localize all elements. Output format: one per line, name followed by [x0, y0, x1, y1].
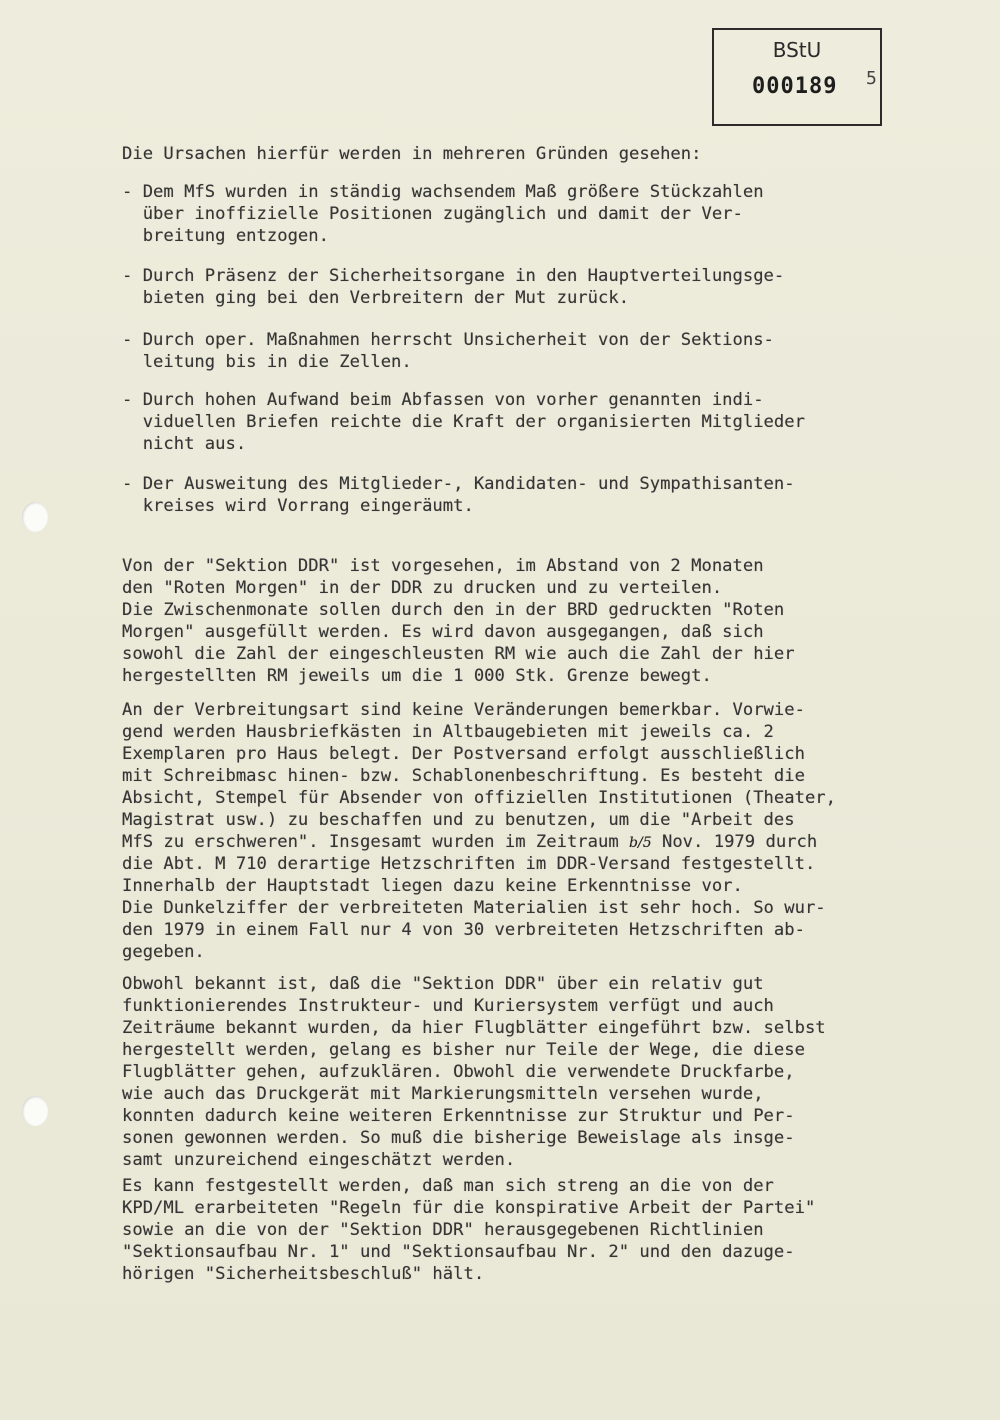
- paragraph-line: Es kann festgestellt werden, daß man sich streng an die von der: [122, 1176, 774, 1196]
- paragraph-line: gegeben.: [122, 942, 205, 962]
- paragraph-line: Innerhalb der Hauptstadt liegen dazu keine Erkenntnisse vor.: [122, 876, 743, 896]
- paragraph-line: hergestellten RM jeweils um die 1 000 Stk. Grenze bewegt.: [122, 666, 712, 686]
- paragraph-line: Die Zwischenmonate sollen durch den in der BRD gedruckten "Roten: [122, 600, 785, 620]
- paragraph-line: sonen gewonnen werden. So muß die bisherige Beweislage als insge-: [122, 1128, 795, 1148]
- paragraph-line: Magistrat usw.) zu beschaffen und zu benutzen, um die "Arbeit des: [122, 810, 795, 830]
- paragraph-line: Morgen" ausgefüllt werden. Es wird davon ausgegangen, daß sich: [122, 622, 764, 642]
- paragraph-line: Obwohl bekannt ist, daß die "Sektion DDR" über ein relativ gut: [122, 974, 764, 994]
- line-text-end: Nov. 1979 durch: [651, 832, 818, 852]
- paragraph-line: Die Dunkelziffer der verbreiteten Materialien ist sehr hoch. So wur-: [122, 898, 826, 918]
- bullet-line: nicht aus.: [122, 434, 247, 454]
- bullet-line: - Durch Präsenz der Sicherheitsorgane in den Hauptverteilungsge-: [122, 266, 785, 286]
- paragraph-line: An der Verbreitungsart sind keine Veränderungen bemerkbar. Vorwie-: [122, 700, 805, 720]
- page-number: 5: [866, 68, 877, 89]
- paragraph-line: samt unzureichend eingeschätzt werden.: [122, 1150, 516, 1170]
- paragraph-line: Flugblätter gehen, aufzuklären. Obwohl die verwendete Druckfarbe,: [122, 1062, 795, 1082]
- bullet-line: kreises wird Vorrang eingeräumt.: [122, 496, 474, 516]
- punch-hole-lower: [22, 1096, 48, 1126]
- paragraph-line: hergestellt werden, gelang es bisher nur Teile der Wege, die diese: [122, 1040, 805, 1060]
- handwritten-annotation: b/5: [629, 835, 652, 851]
- paragraph-line: die Abt. M 710 derartige Hetzschriften im DDR-Versand festgestellt.: [122, 854, 816, 874]
- bullet-line: - Der Ausweitung des Mitglieder-, Kandidaten- und Sympathisanten-: [122, 474, 795, 494]
- paragraph-line: den 1979 in einem Fall nur 4 von 30 verbreiteten Hetzschriften ab-: [122, 920, 805, 940]
- paragraph-line: konnten dadurch keine weiteren Erkenntnisse zur Struktur und Per-: [122, 1106, 795, 1126]
- paragraph-line: KPD/ML erarbeiteten "Regeln für die konspirative Arbeit der Partei": [122, 1198, 816, 1218]
- bullet-line: - Dem MfS wurden in ständig wachsendem Maß größere Stückzahlen: [122, 182, 764, 202]
- paragraph-line: den "Roten Morgen" in der DDR zu drucken und zu verteilen.: [122, 578, 723, 598]
- bullet-line: viduellen Briefen reichte die Kraft der organisierten Mitglieder: [122, 412, 805, 432]
- line-text-start: MfS zu erschweren". Insgesamt wurden im Zeitraum: [122, 832, 630, 852]
- bullet-line: leitung bis in die Zellen.: [122, 352, 412, 372]
- paragraph-line: Von der "Sektion DDR" ist vorgesehen, im Abstand von 2 Monaten: [122, 556, 764, 576]
- bullet-line: - Durch hohen Aufwand beim Abfassen von vorher genannten indi-: [122, 390, 764, 410]
- paragraph-line-with-annotation: [122, 832, 817, 853]
- stamp-label: BStU: [772, 38, 822, 62]
- intro-line: Die Ursachen hierfür werden in mehreren Gründen gesehen:: [122, 144, 702, 164]
- paragraph-line: "Sektionsaufbau Nr. 1" und "Sektionsaufbau Nr. 2" und den dazuge-: [122, 1242, 795, 1262]
- paragraph-line: gend werden Hausbriefkästen in Altbaugebieten mit jeweils ca. 2: [122, 722, 774, 742]
- paragraph-line: funktionierendes Instrukteur- und Kuriersystem verfügt und auch: [122, 996, 774, 1016]
- paragraph-line: hörigen "Sicherheitsbeschluß" hält.: [122, 1264, 485, 1284]
- bullet-line: - Durch oper. Maßnahmen herrscht Unsicherheit von der Sektions-: [122, 330, 774, 350]
- paragraph-line: sowie an die von der "Sektion DDR" herausgegebenen Richtlinien: [122, 1220, 764, 1240]
- punch-hole-upper: [22, 502, 48, 532]
- paragraph-line: mit Schreibmasc hinen- bzw. Schablonenbeschriftung. Es besteht die: [122, 766, 805, 786]
- bullet-line: bieten ging bei den Verbreitern der Mut zurück.: [122, 288, 630, 308]
- archive-stamp: [712, 28, 882, 126]
- paragraph-line: sowohl die Zahl der eingeschleusten RM wie auch die Zahl der hier: [122, 644, 795, 664]
- paragraph-line: wie auch das Druckgerät mit Markierungsmitteln versehen wurde,: [122, 1084, 764, 1104]
- paragraph-line: Exemplaren pro Haus belegt. Der Postversand erfolgt ausschließlich: [122, 744, 805, 764]
- paragraph-line: Zeiträume bekannt wurden, da hier Flugblätter eingeführt bzw. selbst: [122, 1018, 826, 1038]
- stamp-number: 000189: [752, 74, 838, 99]
- bullet-line: über inoffizielle Positionen zugänglich und damit der Ver-: [122, 204, 743, 224]
- bullet-line: breitung entzogen.: [122, 226, 329, 246]
- paragraph-line: Absicht, Stempel für Absender von offiziellen Institutionen (Theater,: [122, 788, 836, 808]
